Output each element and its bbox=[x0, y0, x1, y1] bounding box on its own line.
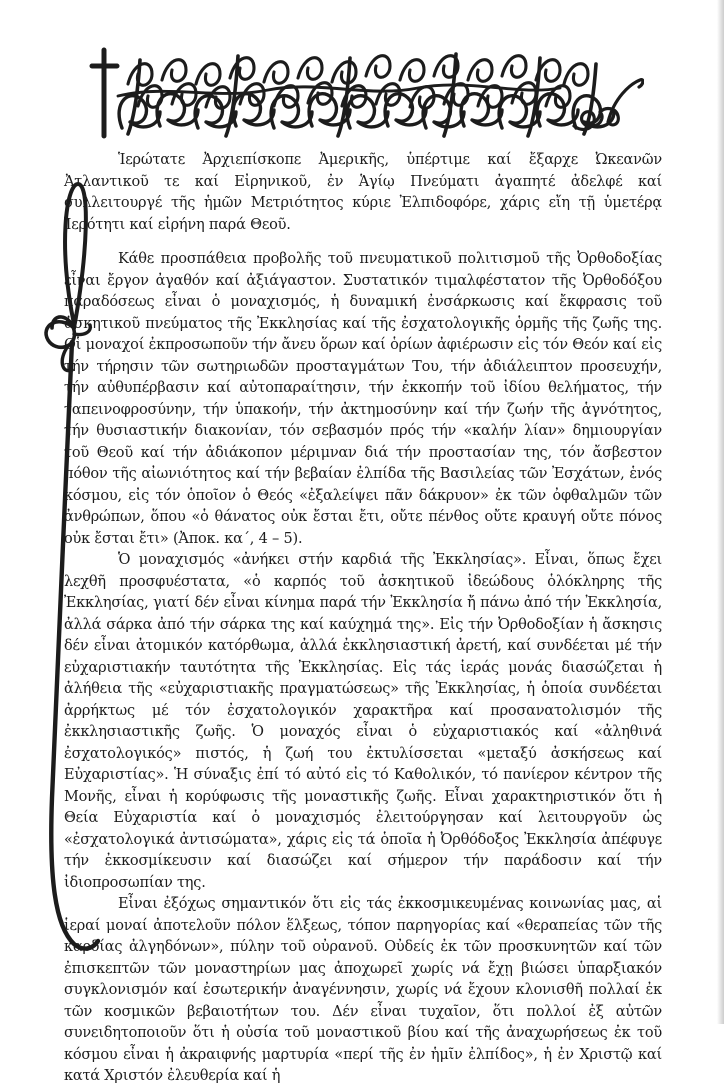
patriarchal-signature-monogram-icon bbox=[88, 40, 644, 144]
letter-body bbox=[64, 150, 662, 1088]
body-paragraph-3: Εἶναι ἐξόχως σημαντικόν ὅτι εἰς τάς ἐκκοσμικευμένας κοινωνίας μας, αἱ ἱεραί μοναί ἀποτελοῦν πόλον ἕλξεως, τόπον παρηγορίας καί «θεραπείας τῶν τῆς καρδίας ἀλγηδόνων», πύλην τοῦ οὐρανοῦ. Οὐδείς ἐκ τῶν προσκυνητῶν καί τῶν ἐπισκεπτῶν τῶν μοναστηρίων μας ἀποχωρεῖ χωρίς νά ἔχῃ βιώσει ὑπαρξιακόν συγκλονισμόν καί ἐσωτερικήν ἀναγέννησιν, χωρίς νά ἔχουν κλονισθῆ πολλαί ἐκ τῶν κοσμικῶν βεβαιοτήτων του. Δέν εἶναι τυχαῖον, ὅτι πολλοί ἐξ αὐτῶν συνειδητοποιοῦν ὅτι ἡ οὐσία τοῦ μοναστικοῦ βίου καί τῆς ἀναχωρήσεως ἐκ τοῦ κόσμου εἶναι ἡ ἀκραιφνής μαρτυρία «περί τῆς ἐν ἡμῖν ἐλπίδος», ἡ ἐν Χριστῷ καί κατά Χριστόν ἐλευθερία καί ἡ bbox=[64, 896, 662, 1084]
cross-icon bbox=[92, 50, 117, 136]
body-paragraph-2: Ὁ μοναχισμός «ἀνήκει στήν καρδιά τῆς Ἐκκλησίας». Εἶναι, ὅπως ἔχει λεχθῆ προσφυέστατα, «ὁ καρπός τοῦ ἀσκητικοῦ ἰδεώδους ὁλόκληρης τῆς Ἐκκλησίας, γιατί δέν εἶναι κίνημα παρά τήν Ἐκκλησία ἤ πάνω ἀπό τήν Ἐκκλησία, ἀλλά σάρκα ἀπό τήν σάρκα της καί καύχημά της». Εἰς τήν Ὀρθοδοξίαν ἡ ἄσκησις δέν εἶναι ἀτομικόν κατόρθωμα, ἀλλά ἐκκλησιαστική ἀρετή, καί συνδέεται μέ τήν εὐχαριστιακήν ταυτότητα τῆς Ἐκκλησίας. Εἰς τάς ἱεράς μονάς διασώζεται ἡ ἀλήθεια τῆς «εὐχαριστιακῆς πραγματώσεως» τῆς Ἐκκλησίας, ἡ ὁποία συνδέεται ἀρρήκτως μέ τόν ἐσχατολογικόν χαρακτῆρα καί προσανατολισμόν τῆς ἐκκλησιαστικῆς ζωῆς. Ὁ μοναχός εἶναι ὁ εὐχαριστιακός καί «ἀληθινά ἐσχατολογικός» πιστός, ἡ ζωή του ἐκτυλίσσεται «μεταξύ ἀσκήσεως καί Εὐχαριστίας». Ἡ σύναξις ἐπί τό αὐτό εἰς τό Καθολικόν, τό πανίερον κέντρον τῆς Μονῆς, εἶναι ἡ κορύφωσις τῆς μοναστικῆς ζωῆς. Εἶναι χαρακτηριστικόν ὅτι ἡ Θεία Εὐχαριστία καί ὁ μοναχισμός ἐλειτούργησαν καί λειτουργοῦν ὡς «ἐσχατολογικά ἀντισώματα», χάρις εἰς τά ὁποῖα ἡ Ὀρθόδοξος Ἐκκλησία ἀπέφυγε τήν ἐκκοσμίκευσιν καί διασώζει καί σήμερον τήν παράδοσιν καί τήν ἰδιοπροσωπίαν της. bbox=[64, 552, 662, 891]
body-paragraph-1: Κάθε προσπάθεια προβολῆς τοῦ πνευματικοῦ πολιτισμοῦ τῆς Ὀρθοδοξίας εἶναι ἔργον ἀγαθόν καί ἀξιάγαστον. Συστατικόν τιμαλφέστατον τῆς Ὀρθοδόξου παραδόσεως εἶναι ὁ μοναχισμός, ἡ δυναμική ἐνσάρκωσις καί ἔκφρασις τοῦ ἀσκητικοῦ πνεύματος τῆς Ἐκκλησίας καί τῆς ἐσχατολογικῆς ὁρμῆς τῆς ζωῆς της. Οἱ μοναχοί ἐκπροσωποῦν τήν ἄνευ ὅρων καί ὁρίων ἀφιέρωσιν εἰς τόν Θεόν καί εἰς τήν τήρησιν τῶν σωτηριωδῶν προσταγμάτων Του, τήν ἀδιάλειπτον προσευχήν, τήν αὐθυπέρβασιν καί αὐτοπαραίτησιν, τήν ἐκκοπήν τοῦ ἰδίου θελήματος, τήν ταπεινοφροσύνην, τήν ὑπακοήν, τήν ἀκτημοσύνην καί τήν ζωήν τῆς ἁγνότητος, τήν θυσιαστικήν διακονίαν, τόν σεβασμόν πρός τήν «καλήν λίαν» δημιουργίαν τοῦ Θεοῦ καί τήν ἀδιάκοπον μέριμναν διά τήν προστασίαν της, τόν ἄσβεστον πόθον τῆς αἰωνιότητος καί τήν βεβαίαν ἐλπίδα τῆς Βασιλείας τῶν Ἐσχάτων, ἑνός κόσμου, εἰς τόν ὁποῖον ὁ Θεός «ἐξαλείψει πᾶν δάκρυον» ἐκ τῶν ὀφθαλμῶν τῶν ἀνθρώπων, ὅπου «ὁ θάνατος οὐκ ἔσται ἔτι, οὔτε πένθος οὔτε κραυγή οὔτε πόνος οὐκ ἔσται ἔτι» (Ἀποκ. κα΄, 4 – 5). bbox=[64, 251, 662, 547]
scan-edge-shadow bbox=[717, 0, 724, 1024]
salutation-paragraph: Ἱερώτατε Ἀρχιεπίσκοπε Ἀμερικῆς, ὑπέρτιμε καί ἔξαρχε Ὠκεανῶν Ἀτλαντικοῦ τε καί Εἰρηνικοῦ, ἐν Ἁγίῳ Πνεύματι ἀγαπητέ ἀδελφέ καί συλλειτουργέ τῆς ἡμῶν Μετριότητος κύριε Ἐλπιδοφόρε, χάρις εἴη τῇ ὑμετέρᾳ Ἱερότητι καί εἰρήνη παρά Θεοῦ. bbox=[64, 152, 662, 233]
